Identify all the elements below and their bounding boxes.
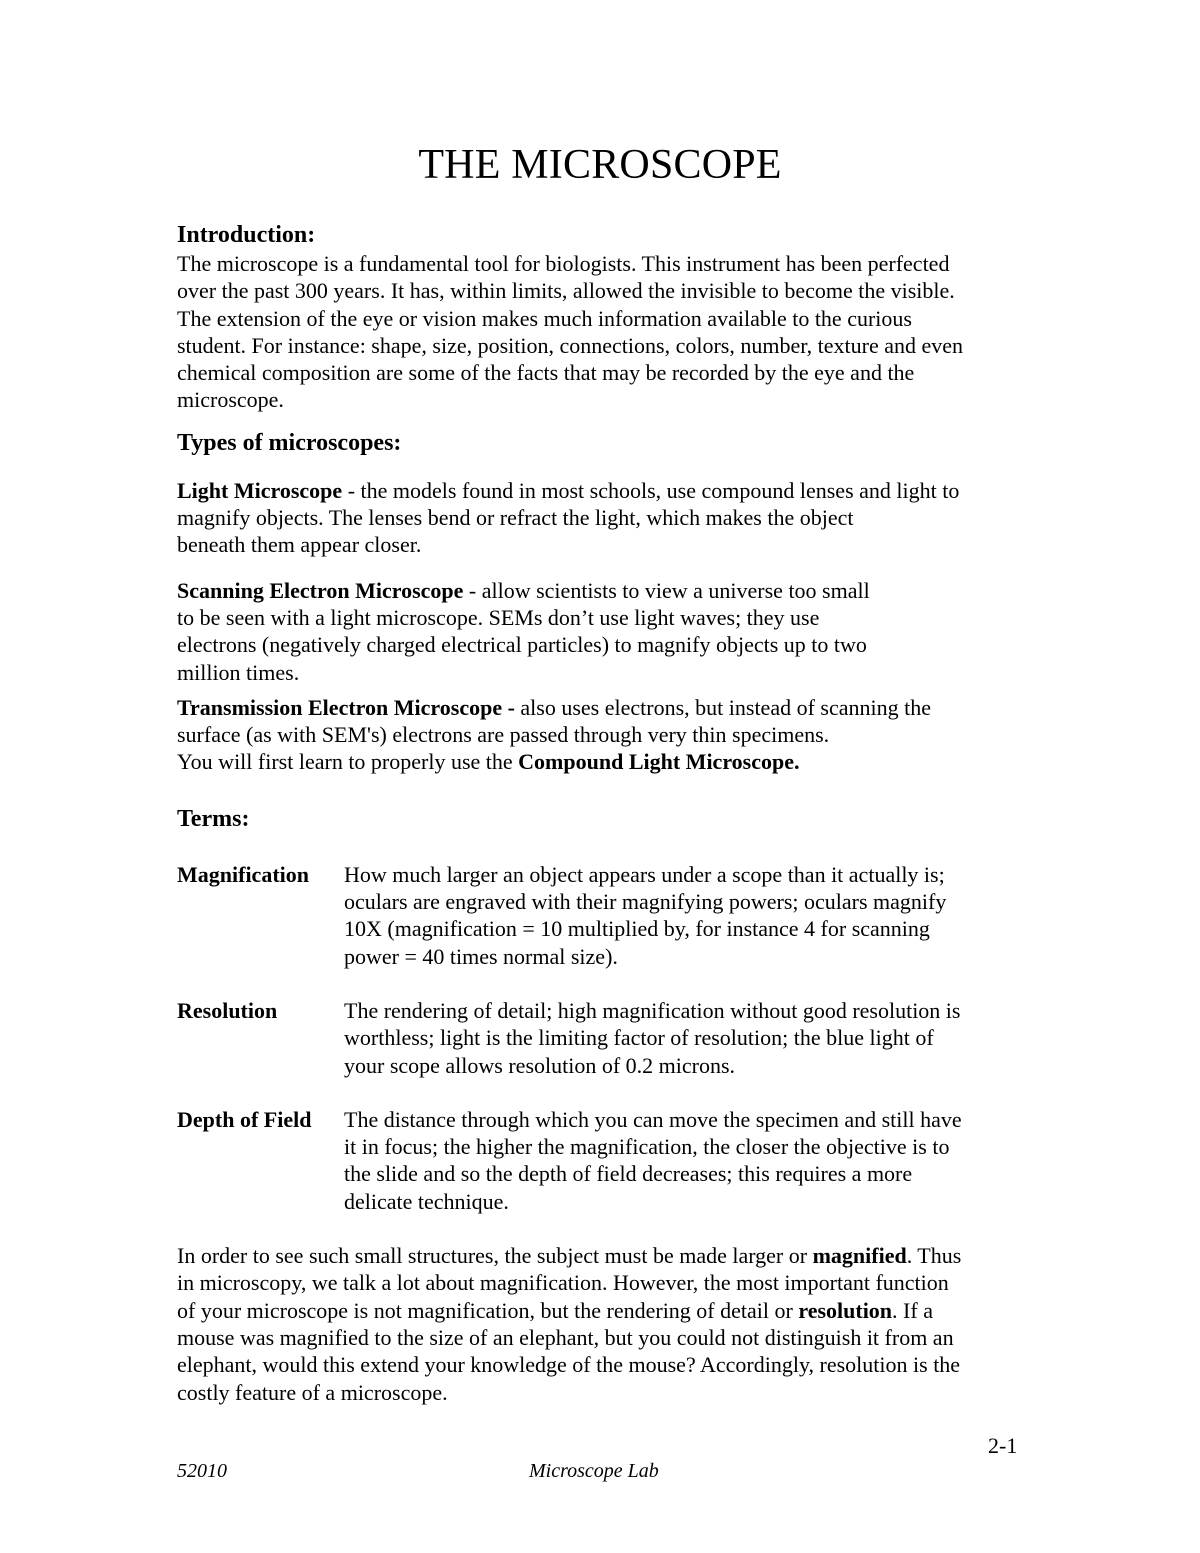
terms-heading: Terms: <box>177 805 250 832</box>
light-microscope-line: magnify objects. The lenses bend or refract the light, which makes the object <box>177 505 854 531</box>
compound-prefix: You will first learn to properly use the <box>177 749 519 775</box>
sem-line: to be seen with a light microscope. SEMs don’t use light waves; they use <box>177 604 820 630</box>
definition-line: The rendering of detail; high magnification without good resolution is <box>344 997 961 1023</box>
definition-line: The distance through which you can move the specimen and still have <box>344 1106 962 1132</box>
term-row-depth-of-field <box>177 1106 1037 1215</box>
term-definition <box>344 1106 1037 1215</box>
introduction-paragraph <box>177 250 1037 414</box>
closing-text: In order to see such small structures, the subject must be made larger or <box>177 1243 813 1269</box>
sem-term: Scanning Electron Microscope <box>177 577 464 603</box>
closing-paragraph <box>177 1242 1037 1406</box>
footer-lab-title: Microscope Lab <box>529 1460 659 1482</box>
resolution-term: resolution <box>798 1297 893 1323</box>
term-row-resolution <box>177 997 1037 1079</box>
closing-text: of your microscope is not magnification, but the rendering of detail or <box>177 1297 799 1323</box>
term-row-magnification <box>177 861 1037 970</box>
term-name: Magnification <box>177 861 309 887</box>
page-title: THE MICROSCOPE <box>418 142 782 188</box>
definition-line: power = 40 times normal size). <box>344 943 618 969</box>
closing-text: . If a <box>892 1297 933 1323</box>
sem-line: electrons (negatively charged electrical particles) to magnify objects up to two <box>177 632 867 658</box>
intro-line: chemical composition are some of the facts that may be recorded by the eye and the <box>177 360 915 386</box>
compound-term: Compound Light Microscope. <box>518 749 800 775</box>
tem-line: surface (as with SEM's) electrons are passed through very thin specimens. <box>177 722 830 748</box>
intro-line: student. For instance: shape, size, position, connections, colors, number, texture and even <box>177 332 964 358</box>
definition-line: How much larger an object appears under a scope than it actually is; <box>344 861 945 887</box>
document-body <box>177 220 1037 1406</box>
closing-text: . Thus <box>906 1243 962 1269</box>
intro-line: The microscope is a fundamental tool for biologists. This instrument has been perfected <box>177 251 950 276</box>
closing-line: mouse was magnified to the size of an elephant, but you could not distinguish it from an <box>177 1324 954 1350</box>
compound-line <box>177 748 1037 775</box>
tem-line: also uses electrons, but instead of scanning the <box>514 694 931 720</box>
closing-line: in microscopy, we talk a lot about magnification. However, the most important function <box>177 1270 949 1296</box>
light-microscope-line: - the models found in most schools, use compound lenses and light to <box>342 477 960 503</box>
tem-term: Transmission Electron Microscope - <box>177 694 515 720</box>
definition-line: it in focus; the higher the magnification, the closer the objective is to <box>344 1134 950 1160</box>
footer-course-code: 52010 <box>177 1460 227 1482</box>
definition-line: oculars are engraved with their magnifying powers; oculars magnify <box>344 889 947 915</box>
term-name: Resolution <box>177 997 278 1023</box>
page-number: 2-1 <box>988 1433 1018 1458</box>
term-definition <box>344 861 1037 970</box>
intro-line: The extension of the eye or vision makes much information available to the curious <box>177 305 912 331</box>
closing-line: elephant, would this extend your knowledge of the mouse? Accordingly, resolution is the <box>177 1352 961 1378</box>
term-definition <box>344 997 1037 1079</box>
definition-line: the slide and so the depth of field decreases; this requires a more <box>344 1161 913 1187</box>
introduction-heading: Introduction: <box>177 222 316 248</box>
closing-line: costly feature of a microscope. <box>177 1379 448 1405</box>
intro-line: over the past 300 years. It has, within limits, allowed the invisible to become the visible. <box>177 278 955 304</box>
types-heading: Types of microscopes: <box>177 429 402 456</box>
definition-line: your scope allows resolution of 0.2 microns. <box>344 1052 736 1078</box>
sem-paragraph <box>177 577 1037 686</box>
light-microscope-line: beneath them appear closer. <box>177 532 422 558</box>
definition-line: delicate technique. <box>344 1188 509 1214</box>
sem-line: - allow scientists to view a universe too small <box>463 577 870 603</box>
tem-paragraph <box>177 694 1037 776</box>
light-microscope-paragraph <box>177 477 1037 559</box>
term-name: Depth of Field <box>177 1106 312 1132</box>
definition-line: worthless; light is the limiting factor of resolution; the blue light of <box>344 1025 934 1051</box>
intro-line: microscope. <box>177 387 284 413</box>
light-microscope-term: Light Microscope <box>177 477 343 503</box>
sem-line: million times. <box>177 659 300 685</box>
definition-line: 10X (magnification = 10 multiplied by, for instance 4 for scanning <box>344 916 930 942</box>
magnified-term: magnified <box>812 1243 907 1269</box>
